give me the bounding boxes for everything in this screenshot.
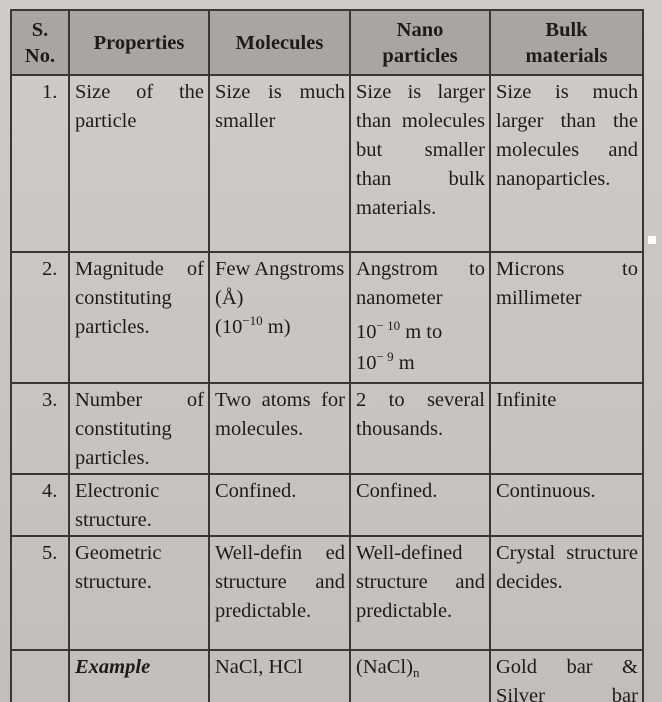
cell-nano: $(NaCl)_n$ (350, 650, 490, 702)
cell-molecules: Well-defin ed structure and predictable. (209, 536, 350, 650)
cell-nano: Confined. (350, 474, 490, 536)
cell-molecules: Size is much smaller (209, 75, 350, 252)
cell-molecules (209, 252, 350, 383)
cell-property: Magnitude of constituting particles. (69, 252, 209, 383)
cell-molecules-text: Few Angstroms (Å) (215, 258, 345, 309)
header-row (11, 10, 643, 75)
cell-property: Example (69, 650, 209, 702)
header-sno: S. No. (11, 10, 69, 75)
table-row (11, 536, 643, 650)
table-row (11, 252, 643, 383)
table-row (11, 650, 643, 702)
cell-bulk: Size is much larger than the molecules and nanoparticles. (490, 75, 643, 252)
cell-bulk: Gold bar & Silver bar (490, 650, 643, 702)
row-number: 4. (11, 474, 69, 536)
header-properties: Properties (69, 10, 209, 75)
cell-nano: 2 to several thousands. (350, 383, 490, 474)
cell-molecules: Two atoms for molecules. (209, 383, 350, 474)
row-number: 5. (11, 536, 69, 650)
row-number: 1. (11, 75, 69, 252)
cell-bulk: Infinite (490, 383, 643, 474)
cell-bulk: Continuous. (490, 474, 643, 536)
table-row (11, 383, 643, 474)
header-molecules: Molecules (209, 10, 350, 75)
cell-property: Number of constituting particles. (69, 383, 209, 474)
table-row (11, 474, 643, 536)
row-number (11, 650, 69, 702)
cell-nano-value-2: $10^{- 9}$ m (356, 349, 415, 374)
header-bulk: Bulk materials (490, 10, 643, 75)
row-number: 3. (11, 383, 69, 474)
table-row (11, 75, 643, 252)
cell-nano-value-1: $10^{- 10}$ m to (356, 318, 443, 343)
cell-bulk: Crystal structure decides. (490, 536, 643, 650)
header-nano: Nano particles (350, 10, 490, 75)
row-number: 2. (11, 252, 69, 383)
cell-nano: Well-defined structure and predictable. (350, 536, 490, 650)
cell-property: Geometric structure. (69, 536, 209, 650)
cell-nano: Size is larger than molecules but smaller than bulk materials. (350, 75, 490, 252)
comparison-table (10, 9, 644, 702)
cell-nano-text: Angstrom to nanometer (356, 258, 485, 309)
cell-molecules: Confined. (209, 474, 350, 536)
cell-molecules: NaCl, HCl (209, 650, 350, 702)
cell-nano (350, 252, 490, 383)
cell-molecules-value: ($10^{-10}$ m) (215, 313, 291, 338)
scan-mark (648, 236, 656, 244)
cell-property: Size of the particle (69, 75, 209, 252)
cell-bulk: Microns to millimeter (490, 252, 643, 383)
cell-property: Electronic structure. (69, 474, 209, 536)
